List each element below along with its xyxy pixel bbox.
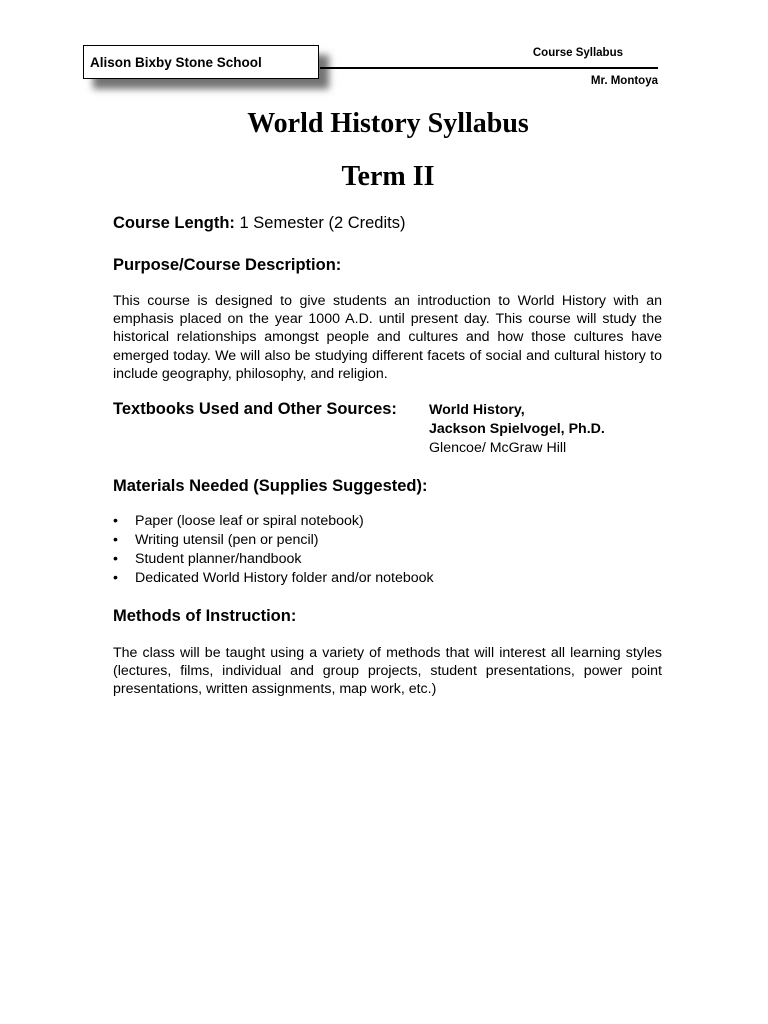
- list-item-text: Paper (loose leaf or spiral notebook): [135, 513, 364, 529]
- list-item-text: Dedicated World History folder and/or notebook: [135, 570, 434, 586]
- teacher-name: Mr. Montoya: [590, 75, 658, 87]
- doc-type-label: Course Syllabus: [532, 47, 623, 59]
- list-item: [113, 531, 434, 550]
- list-item: [113, 569, 434, 588]
- textbook-info: [429, 401, 605, 458]
- purpose-text: This course is designed to give students an introduction to World History with an emphasis placed on the year 1000 A.D. until present day. This course will study the historical relationships amongst people and cultures and how those cultures have emerged today. We will also be studying different facets of social and cultural history to include geography, philosophy, and religion.: [113, 293, 662, 382]
- list-item: [113, 550, 434, 569]
- textbook-author: Jackson Spielvogel, Ph.D.: [429, 421, 605, 437]
- textbook-title: World History,: [429, 402, 525, 418]
- list-item: [113, 512, 434, 531]
- bullet: •: [113, 551, 118, 567]
- methods-text: The class will be taught using a variety of methods that will interest all learning styles (lectures, films, individual and group projects, student presentations, power point presentations, written assignments, map work, etc.): [113, 645, 662, 698]
- course-length-value: 1 Semester (2 Credits): [239, 214, 406, 232]
- school-name-box: [83, 45, 319, 79]
- bullet: •: [113, 532, 118, 548]
- list-item-text: Student planner/handbook: [135, 551, 302, 567]
- materials-heading: Materials Needed (Supplies Suggested):: [113, 477, 428, 495]
- school-name: Alison Bixby Stone School: [90, 55, 262, 70]
- header-rule: [320, 67, 658, 69]
- page-title: World History Syllabus: [247, 108, 529, 139]
- materials-list: [113, 512, 434, 588]
- course-length-label: Course Length:: [113, 214, 235, 232]
- list-item-text: Writing utensil (pen or pencil): [135, 532, 319, 548]
- bullet: •: [113, 570, 118, 586]
- textbook-publisher: Glencoe/ McGraw Hill: [429, 440, 567, 456]
- page-subtitle: Term II: [341, 161, 435, 192]
- bullet: •: [113, 513, 118, 529]
- course-length: [113, 214, 405, 233]
- methods-heading: Methods of Instruction:: [113, 607, 297, 625]
- purpose-heading: Purpose/Course Description:: [113, 256, 342, 274]
- textbooks-heading: Textbooks Used and Other Sources:: [113, 400, 397, 418]
